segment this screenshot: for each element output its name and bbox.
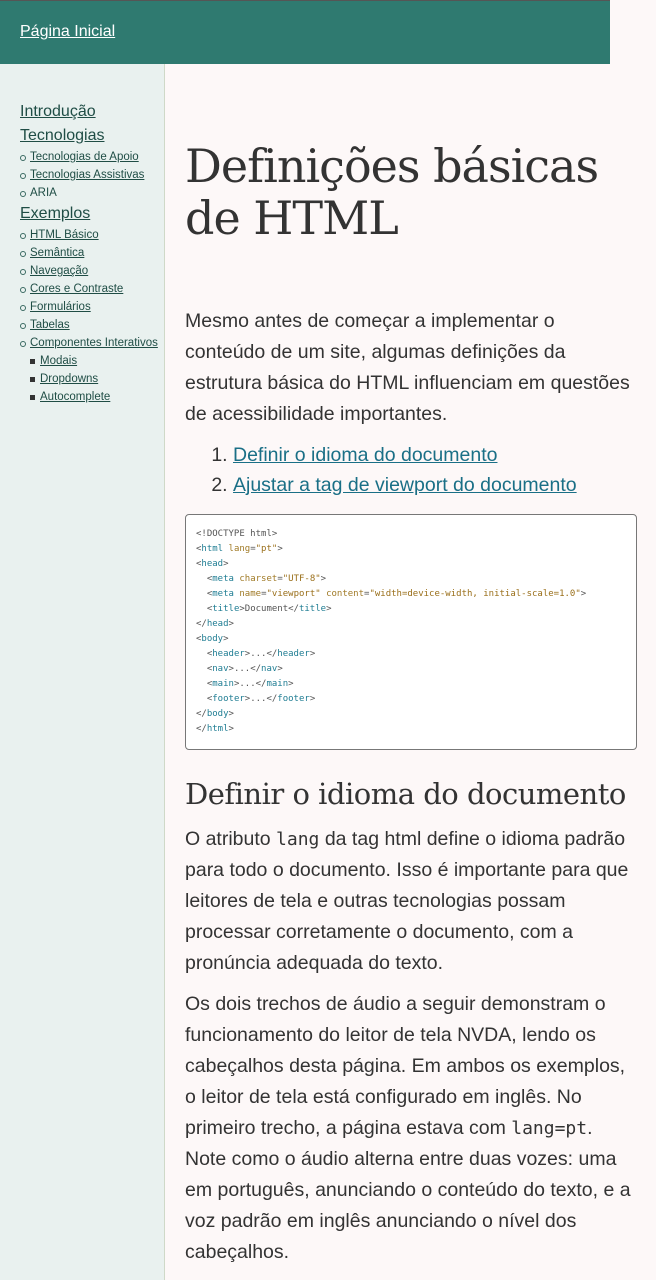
code-token: >...</ [244,694,278,704]
code-token: > [228,724,234,734]
nav-modais[interactable]: Modais [40,355,78,367]
nav-tabelas[interactable]: Tabelas [30,319,70,331]
home-link[interactable]: Página Inicial [20,23,116,40]
code-line [196,647,626,662]
code-line [196,572,626,587]
main-content [185,64,637,1268]
nav-formularios[interactable]: Formulários [30,301,91,313]
nav-componentes-interativos[interactable]: Componentes Interativos [30,337,158,349]
nav-item [20,334,164,352]
section-heading: Definir o idioma do documento [185,777,626,811]
text: Os dois trechos de áudio a seguir demonstram o funcionamento do leitor de tela NVDA, lendo os cabeçalhos desta página. Em ambos os exemplos, o leitor de tela está configurado em inglês. No primeiro trecho, a página estava com [185,993,626,1139]
code-block [185,514,637,750]
top-header [0,0,610,64]
code-token: name [239,589,262,599]
nav-dropdowns[interactable]: Dropdowns [40,373,99,385]
code-token: "UTF-8" [282,574,321,584]
code-token: header [277,649,310,659]
code-token: > [223,634,229,644]
nav-tecnologias-assistivas[interactable]: Tecnologias Assistivas [30,169,145,181]
code-line [196,542,626,557]
nav-introducao[interactable]: Introdução [20,103,96,120]
text: O atributo [185,828,277,850]
nav-item [20,316,164,334]
code-line [196,662,626,677]
nav-navegacao[interactable]: Navegação [30,265,89,277]
code-token: > [228,709,234,719]
code-token: meta [212,574,234,584]
code-token: < [196,544,202,554]
code-token: meta [212,589,234,599]
code-token: < [196,574,213,584]
code-token: lang [228,544,251,554]
nav-item [20,244,164,262]
code-token: body [201,634,224,644]
code-token: </ [196,724,207,734]
nav-aria[interactable]: ARIA [30,187,57,199]
code-line [196,527,626,542]
nav-semantica[interactable]: Semântica [30,247,85,259]
paragraph [185,989,637,1268]
code-token: title [298,604,327,614]
code-token: charset [239,574,278,584]
code-line [196,722,626,737]
code-token: > [309,649,316,659]
toc-link-idioma[interactable]: Definir o idioma do documento [233,444,498,466]
nav-cores-contraste[interactable]: Cores e Contraste [30,283,124,295]
nav-item [20,280,164,298]
code-token: head [206,619,229,629]
code-token: = [261,589,267,599]
code-token: < [196,679,213,689]
nav-html-basico[interactable]: HTML Básico [30,229,99,241]
nav-item [20,184,164,202]
code-token: html [206,724,229,734]
nav-item [20,166,164,184]
code-token: > [277,664,283,674]
code-token: <!DOCTYPE html> [196,529,278,539]
code-token: > [223,559,229,569]
code-line [196,692,626,707]
nav-tecnologias-apoio[interactable]: Tecnologias de Apoio [30,151,139,163]
code-token: < [196,604,213,614]
code-token: = [364,589,370,599]
code-token: > [326,604,332,614]
intro-paragraph: Mesmo antes de começar a implementar o conteúdo de um site, algumas definições da estrutura básica do HTML influenciam em questões de acessibilidade importantes. [185,310,630,425]
code-token: < [196,664,213,674]
code-token: > [277,544,283,554]
code-token: >Document</ [239,604,299,614]
nav-item [30,388,164,406]
code-token: footer [277,694,310,704]
code-token: </ [196,619,207,629]
table-of-contents [233,440,637,500]
paragraph [185,824,637,979]
code-token: content [326,589,365,599]
nav-tecnologias[interactable]: Tecnologias [20,127,105,144]
code-token: "width=device-width, initial-scale=1.0" [369,589,581,599]
code-token: header [212,649,245,659]
code-token: < [196,559,202,569]
code-token: < [196,694,213,704]
code-token: > [309,694,316,704]
title-line: de HTML [185,191,398,245]
sidebar-nav [0,64,165,1280]
code-token: nav [212,664,229,674]
code-line [196,677,626,692]
code-token: > [580,589,587,599]
nav-item [20,226,164,244]
page-title [185,140,637,244]
code-token: > [228,619,234,629]
code-token: nav [261,664,278,674]
code-token: "pt" [255,544,278,554]
code-token: "viewport" [266,589,321,599]
code-token: >...</ [233,679,267,689]
nav-item [20,262,164,280]
code-token: footer [212,694,245,704]
inline-code: lang=pt [511,1118,588,1139]
nav-item [30,370,164,388]
toc-item [233,440,637,470]
code-line [196,632,626,647]
code-token: </ [196,709,207,719]
code-token: > [288,679,294,689]
code-token: main [212,679,234,689]
title-line: Definições básicas [185,139,599,193]
code-line [196,707,626,722]
nav-item [30,352,164,370]
code-token: head [201,559,224,569]
code-token: < [196,649,213,659]
nav-item [20,298,164,316]
nav-item [20,148,164,166]
text: . Note como o áudio alterna entre duas vozes: uma em português, anunciando o conteúdo do texto, e a voz padrão em inglês anunciando o nível dos cabeçalhos. [185,1117,631,1263]
code-line [196,557,626,572]
code-token: main [266,679,289,689]
code-token: body [206,709,229,719]
code-line [196,617,626,632]
code-token: html [201,544,224,554]
code-token: = [250,544,256,554]
code-line [196,602,626,617]
code-line [196,587,626,602]
code-token: >...</ [244,649,278,659]
nav-autocomplete[interactable]: Autocomplete [40,391,111,403]
inline-code: lang [276,829,320,850]
code-token: >...</ [228,664,262,674]
toc-link-viewport[interactable]: Ajustar a tag de viewport do documento [233,474,577,496]
toc-item [233,470,637,500]
code-token: = [277,574,283,584]
code-token: title [212,604,240,614]
code-token: < [196,589,213,599]
code-token: > [320,574,327,584]
nav-exemplos[interactable]: Exemplos [20,205,91,222]
code-token: < [196,634,202,644]
text: da tag html define o idioma padrão para todo o documento. Isso é importante para que leitores de tela e outras tecnologias possam processar corretamente o documento, com a pronúncia adequada do texto. [185,828,629,974]
